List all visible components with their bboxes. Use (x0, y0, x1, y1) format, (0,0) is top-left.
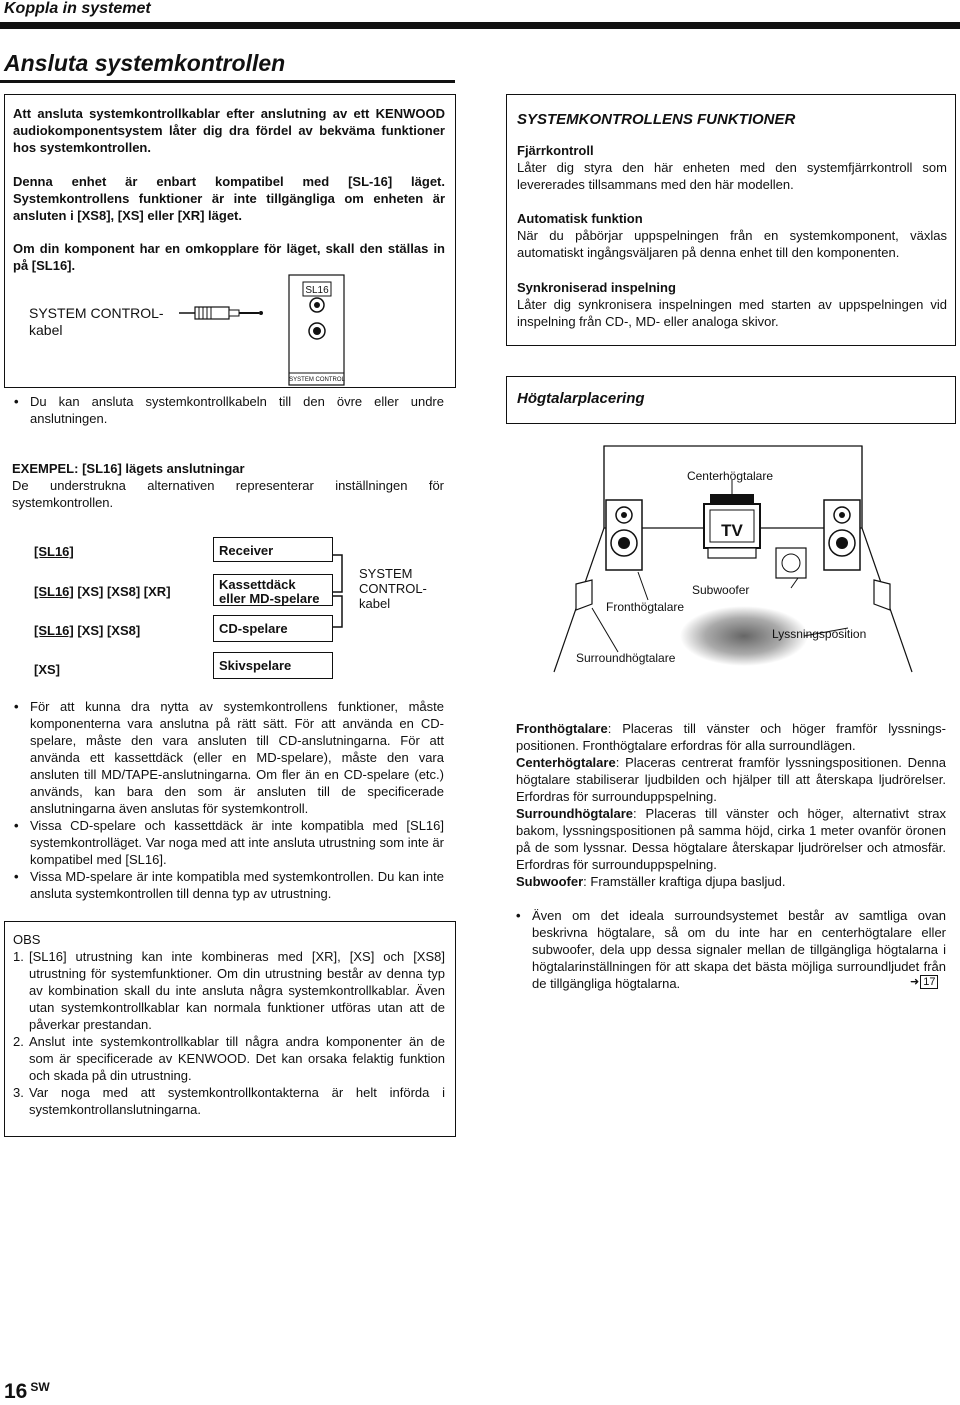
front-left-speaker (606, 500, 642, 570)
bullet-mid-item: • Vissa CD-spelare och kassettdäck är inte kompatibla med [SL16] systemkontrolläget. Var noga med att inte ansluta utrustning som inte är kompatibel med [SL16]. (12, 817, 444, 868)
desc-center: Centerhögtalare: Placeras centrerat framför lyssningspositionen. Denna högtalare stabiliserar ljudbilden och hjälper till att återskapa ljudrörelser. Erfordras för surrounduppspelning. (516, 755, 946, 804)
desc-front: Fronthögtalare: Placeras till vänster och höger framför lyssnings-positionen. Fronthögtalare erfordras för alla surroundlägen. (516, 721, 946, 753)
obs-box (4, 921, 456, 1137)
speaker-descriptions (516, 720, 946, 890)
example-connector-lines (330, 548, 350, 628)
bullet-mid-item: • Vissa MD-spelare är inte kompatibla med systemkontrollen. Du kan inte ansluta systemkontrollen till denna typ av utrustning. (12, 868, 444, 902)
obs-item: 2. Anslut inte systemkontrollkablar till några andra komponenter än de som är specificerade av KENWOOD. Det kan orsaka felaktig funktion och skada på din utrustning. (13, 1034, 445, 1083)
mode-row-1: [SL16] (34, 544, 74, 559)
cable-label-line-2: kabel (29, 322, 63, 338)
obs-item: 3. Var noga med att systemkontrollkontakterna är helt införda i systemkontrollanslutningarna. (13, 1085, 445, 1117)
function-remote: Fjärrkontroll Låter dig styra den här enheten med den systemfjärrkontroll som levererades tillsammans med den här modellen. (517, 143, 947, 192)
obs-list (13, 948, 445, 1118)
desc-subwoofer: Subwoofer: Framställer kraftiga djupa basljud. (516, 874, 786, 889)
jack-label: SYSTEM CONTROL (289, 377, 345, 383)
function-auto: Automatisk funktion När du påbörjar uppspelningen från en systemkomponent, växlas automatiskt ingångsväljaren på denna enhet till den komponenten. (517, 211, 947, 260)
device-cd: CD-spelare (213, 615, 333, 642)
page-title: Ansluta systemkontrollen (4, 50, 286, 76)
page-reference (910, 975, 938, 988)
surround-left-speaker (576, 580, 592, 610)
label-front: Fronthögtalare (606, 600, 685, 614)
desc-surround: Surroundhögtalare: Placeras till vänster och höger, alternativt strax bakom, lyssningspositionen på samma höjd, cirka 1 meter ovanför öronen på de som lyssnar. Dessa högtalare återskapar ljudrörelser och atmosfär. Erfordras för surrounduppspelning. (516, 806, 946, 872)
cable-label-line-1: SYSTEM CONTROL- (29, 305, 164, 321)
cable-diagram (175, 273, 355, 388)
device-turntable: Skivspelare (213, 652, 333, 679)
cable-label (29, 305, 164, 339)
section-header (0, 0, 960, 24)
tv (704, 504, 760, 558)
mode-row-3: [SL16] [XS] [XS8] (34, 623, 141, 638)
mode-row-2: [SL16] [XS] [XS8] [XR] (34, 584, 171, 599)
bullet-top-item: • Du kan ansluta systemkontrollkabeln till den övre eller undre anslutningen. (12, 393, 444, 427)
functions-title: SYSTEMKONTROLLENS FUNKTIONER (517, 111, 796, 128)
speaker-bullet-item: • Även om det ideala surroundsystemet består av samtliga ovan beskrivna högtalare, så om du inte har en centerhögtalare eller subwoofer, dela upp dessa signaler mellan de tillgängliga högtalarna i högtalarinställningen för att skapa det bästa möjliga surroundljudet från de tillgängliga högtalarna. (514, 907, 946, 992)
surround-right-speaker (874, 580, 890, 610)
speaker-title-box (506, 376, 956, 424)
plug-body (195, 307, 229, 319)
page-number: 16 $^{SW}$ (4, 1380, 50, 1403)
page-ref-number: 17 (920, 975, 938, 989)
obs-title: OBS (13, 932, 41, 947)
label-surround: Surroundhögtalare (576, 651, 676, 665)
header-rule (0, 22, 960, 29)
intro-paragraph-1: Att ansluta systemkontrollkablar efter anslutning av ett KENWOOD audiokomponentsystem låter dig dra fördel av bekväma funktioner hos systemkontrollen. (13, 106, 445, 155)
speaker-diagram (548, 440, 918, 680)
mode-row-4: [XS] (34, 662, 60, 677)
front-right-speaker (824, 500, 860, 570)
arrow-icon: ➜ (910, 976, 920, 988)
center-speaker (710, 494, 754, 504)
intro-paragraph-2: Denna enhet är enbart kompatibel med [SL-16] läget. Systemkontrollens funktioner är inte tillgängliga om enheten är ansluten i [XS8], [XS] eller [XR] läget. (13, 174, 445, 223)
bullets-mid (12, 698, 444, 902)
device-receiver: Receiver (213, 537, 333, 562)
example-text: De understrukna alternativen representerar inställningen för systemkontrollen. (12, 478, 444, 510)
section-title: Koppla in systemet (4, 0, 151, 17)
example-cable-label: SYSTEM CONTROL- kabel (359, 566, 427, 611)
tv-label: TV (721, 521, 743, 540)
obs-item: 1. [SL16] utrustning kan inte kombineras med [XR], [XS] och [XS8] utrustning för systemfunktioner. Om din utrustning består av denna typ av kombination skall du inte ansluta några systemkontrollkablar. Även utan systemkontrollkablar kan normala funktioner utföras utan att de påverkar prestandan. (13, 949, 445, 1032)
bullet-top (12, 393, 444, 427)
example-title: EXEMPEL: [SL16] lägets anslutningar (12, 461, 245, 476)
sl16-badge: SL16 (305, 285, 329, 296)
speaker-title: Högtalarplacering (517, 390, 645, 407)
title-rule (0, 80, 455, 83)
function-sync: Synkroniserad inspelning Låter dig synkronisera inspelningen med starten av uppspelningen vid inspelning från CD-, MD- eller analoga skivor. (517, 280, 947, 329)
functions-box (506, 94, 956, 346)
intro-box (4, 94, 456, 388)
label-center: Centerhögtalare (686, 469, 774, 483)
bullet-mid-item: • För att kunna dra nytta av systemkontrollens funktioner, måste komponenterna vara anslutna på rätt sätt. För att använda en CD-spelare, måste den vara ansluten till CD-anslutningarna. För att använda ett kassettdäck (eller en MD-spelare), måste den vara ansluten till MD/TAPE-anslutningarna. Om fler än en CD-spelare (etc.) används, kan bara den som är ansluten till de specificerade anslutningarna även anslutas för systemkontroll. (12, 698, 444, 817)
label-listening: Lyssningsposition (772, 627, 867, 641)
intro-paragraph-3: Om din komponent har en omkopplare för läget, skall den ställas in på [SL16]. (13, 241, 445, 273)
speaker-bullet (514, 907, 946, 992)
device-cassette: Kassettdäck eller MD-spelare (213, 574, 333, 606)
subwoofer (776, 548, 806, 578)
label-subwoofer: Subwoofer (692, 583, 750, 597)
